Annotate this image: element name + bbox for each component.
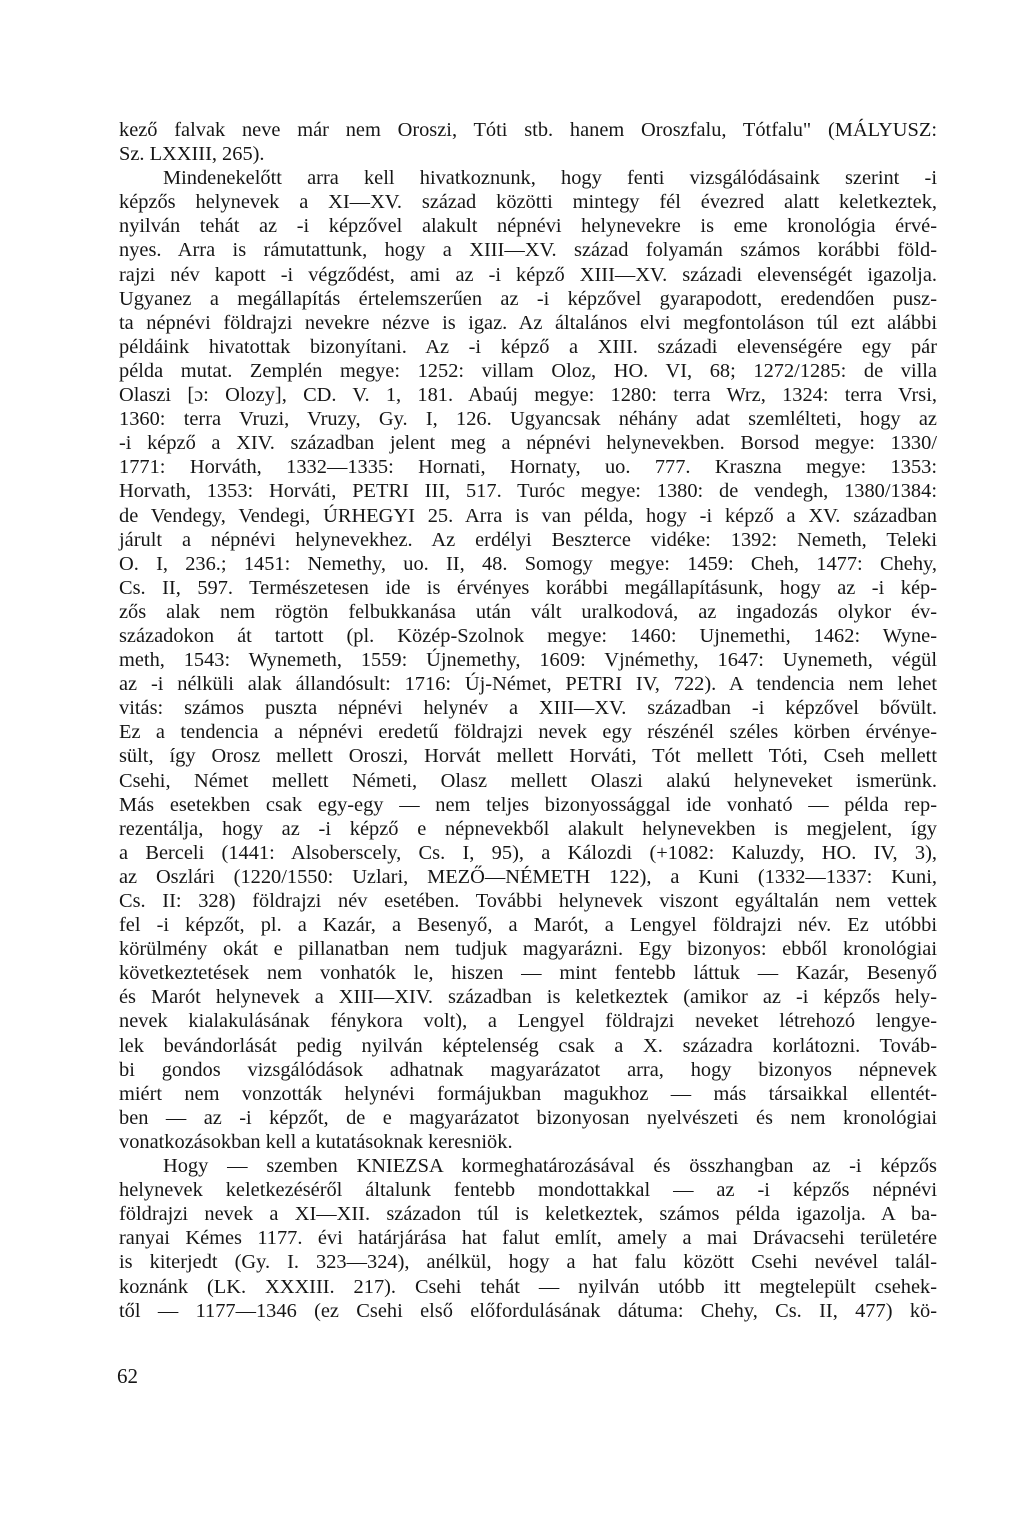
text-line: is kiterjedt (Gy. I. 323—324), anélkül, hogy a hat falu között Csehi nevével talál-	[119, 1251, 937, 1274]
text-line: fel -i képzőt, pl. a Kazár, a Besenyő, a Marót, a Lengyel földrajzi név. Ez utóbbi	[119, 914, 937, 937]
text-line: Horvath, 1353: Horváti, PETRI III, 517. Turóc megye: 1380: de vendegh, 1380/1384:	[119, 480, 937, 503]
text-line: századokon át tartott (pl. Közép-Szolnok megye: 1460: Ujnemethi, 1462: Wyne-	[119, 624, 937, 647]
text-line: meth, 1543: Wynemeth, 1559: Újnemethy, 1609: Vjnémethy, 1647: Uynemeth, végül	[119, 649, 937, 672]
page-number: 62	[117, 1364, 138, 1388]
text-line: ta népnévi földrajzi nevekre nézve is igaz. Az általános elvi megfontoláson túl ezt alábbi	[119, 311, 937, 334]
text-line: rajzi név kapott -i végződést, ami az -i képző XIII—XV. századi elevenségét igazolja.	[119, 263, 937, 286]
text-line: től — 1177—1346 (ez Csehi első előfordulásának dátuma: Chehy, Cs. II, 477) kö-	[119, 1299, 937, 1322]
text-line: ranyai Kémes 1177. évi határjárása hat falut említ, amely a mai Drávacsehi területére	[119, 1227, 937, 1250]
text-line: lek bevándorlását pedig nyilván képtelenség csak a X. századra korlátozni. Továb-	[119, 1034, 937, 1057]
text-line: de Vendegy, Vendegi, ÚRHEGYI 25. Arra is van példa, hogy -i képző a XV. században	[119, 504, 937, 527]
text-line: -i képző a XIV. században jelent meg a népnévi helynevekben. Borsod megye: 1330/	[119, 432, 937, 455]
paragraph	[119, 118, 937, 166]
text-line: a Berceli (1441: Alsoberscely, Cs. I, 95), a Kálozdi (+1082: Kaluzdy, HO. IV, 3),	[119, 841, 937, 864]
text-line: az Oszlári (1220/1550: Uzlari, MEZŐ—NÉMETH 122), a Kuni (1332—1337: Kuni,	[119, 865, 937, 888]
text-line: miért nem vonzották helynévi formájukban magukhoz — más társaikkal ellentét-	[119, 1082, 937, 1105]
text-line: földrajzi nevek a XI—XII. századon túl is keletkeztek, számos példa igazolja. A ba-	[119, 1203, 937, 1226]
text-line: nyes. Arra is rámutattunk, hogy a XIII—XV. század folyamán számos korábbi föld-	[119, 239, 937, 262]
text-line: Más esetekben csak egy-egy — nem teljes bizonyossággal ide vonható — példa rep-	[119, 793, 937, 816]
text-line: körülmény okát e pillanatban nem tudjuk magyarázni. Egy bizonyos: ebből kronológiai	[119, 938, 937, 961]
text-line: rezentálja, hogy az -i képző e népnevekből alakult helynevekben is megjelent, így	[119, 817, 937, 840]
text-line: Ez a tendencia a népnévi eredetű földrajzi nevek egy részénél széles körben érvénye-	[119, 721, 937, 744]
text-line: Hogy — szemben KNIEZSA kormeghatározásával és összhangban az -i képzős	[163, 1155, 937, 1178]
text-line: vitás: számos puszta népnévi helynév a XIII—XV. században -i képzővel bővült.	[119, 697, 937, 720]
text-line: O. I, 236.; 1451: Nemethy, uo. II, 48. Somogy megye: 1459: Cheh, 1477: Chehy,	[119, 552, 937, 575]
body-text	[119, 118, 937, 1323]
text-line: Cs. II: 328) földrajzi név esetében. További helynevek viszont egyáltalán nem vettek	[119, 890, 937, 912]
text-line: sült, így Orosz mellett Oroszi, Horvát mellett Horváti, Tót mellett Tóti, Cseh mellett	[119, 745, 937, 768]
text-line: zős alak nem rögtön felbukkanása után vált uralkodová, az ingadozás olykor év-	[119, 600, 937, 623]
text-line: Cs. II, 597. Természetesen ide is érvényes korábbi megállapításunk, hogy az -i kép-	[119, 576, 937, 599]
text-line: vonatkozásokban kell a kutatásoknak keresniök.	[119, 1130, 513, 1153]
text-line: az -i nélküli alak állandósult: 1716: Új-Német, PETRI IV, 722). A tendencia nem lehet	[119, 673, 937, 696]
text-line: példa mutat. Zemplén megye: 1252: villam Oloz, HO. VI, 68; 1272/1285: de villa	[119, 359, 937, 382]
text-line: Mindenekelőtt arra kell hivatkoznunk, hogy fenti vizsgálódásaink szerint -i	[163, 167, 937, 190]
text-line: és Marót helynevek a XIII—XIV. században is keletkeztek (amikor az -i képzős hely-	[119, 986, 937, 1009]
text-line: Olaszi [ɔ: Olozy], CD. V. 1, 181. Abaúj megye: 1280: terra Wrz, 1324: terra Vrsi,	[119, 384, 937, 407]
text-line: helynevek keletkezéséről általunk fentebb mondottakkal — az -i képzős népnévi	[119, 1179, 937, 1202]
text-line: koznánk (LK. XXXIII. 217). Csehi tehát — nyilván utóbb itt megtelepült csehek-	[119, 1275, 937, 1298]
text-line: 1771: Horváth, 1332—1335: Hornati, Hornaty, uo. 777. Kraszna megye: 1353:	[119, 456, 937, 479]
text-line: járult a népnévi helynevekhez. Az erdélyi Beszterce vidéke: 1392: Nemeth, Teleki	[119, 528, 937, 551]
text-line: 1360: terra Vruzi, Vruzy, Gy. I, 126. Ugyancsak néhány adat szemlélteti, hogy az	[119, 408, 937, 431]
paragraph	[119, 166, 937, 1154]
text-line: nyilván tehát az -i képzővel alakult népnévi helynevekre is eme kronológia érvé-	[119, 215, 937, 238]
paragraph	[119, 1154, 937, 1323]
text-line: Csehi, Német mellett Németi, Olasz mellett Olaszi alakú helyneveket ismerünk.	[119, 769, 937, 792]
text-line: Sz. LXXIII, 265).	[119, 143, 265, 166]
text-line: kező falvak neve már nem Oroszi, Tóti stb. hanem Oroszfalu, Tótfalu" (MÁLYUSZ:	[119, 119, 937, 141]
text-line: következtetések nem vonhatók le, hiszen — mint fentebb láttuk — Kazár, Besenyő	[119, 962, 937, 985]
text-line: ben — az -i képzőt, de e magyarázatot bizonyosan nyelvészeti és nem kronológiai	[119, 1106, 937, 1129]
text-line: nevek kialakulásának fénykora volt), a Lengyel földrajzi neveket létrehozó lengye-	[119, 1010, 937, 1033]
text-line: Ugyanez a megállapítás értelemszerűen az -i képzővel gyarapodott, eredendően pusz-	[119, 287, 937, 310]
text-line: példáink hivatottak bizonyítani. Az -i képző a XIII. századi elevenségére egy pár	[119, 335, 937, 358]
text-line: képzős helynevek a XI—XV. század közötti mintegy fél évezred alatt keletkeztek,	[119, 191, 937, 214]
text-line: bi gondos vizsgálódások adhatnak magyarázatot arra, hogy bizonyos népnevek	[119, 1058, 937, 1081]
